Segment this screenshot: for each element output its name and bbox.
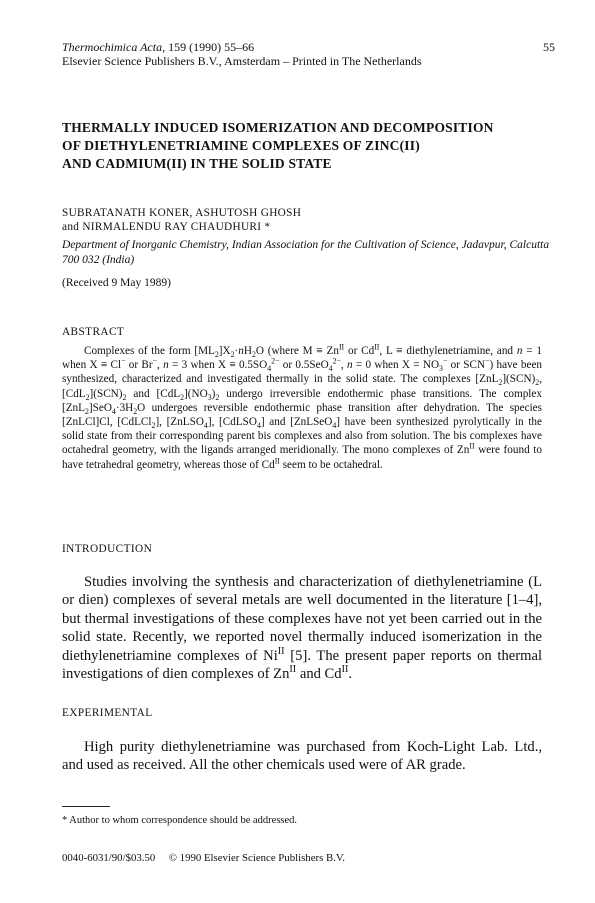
page-number: 55 — [543, 40, 555, 54]
paper-title — [62, 119, 552, 173]
footnote-divider — [62, 806, 110, 807]
publisher-line: Elsevier Science Publishers B.V., Amsterdam – Printed in The Netherlands — [62, 54, 422, 68]
title-line-3: AND CADMIUM(II) IN THE SOLID STATE — [62, 156, 332, 171]
experimental-body — [62, 738, 542, 775]
journal-header — [62, 40, 422, 68]
experimental-heading: EXPERIMENTAL — [62, 707, 153, 719]
title-line-1: THERMALLY INDUCED ISOMERIZATION AND DECOMPOSITION — [62, 120, 494, 135]
journal-name: Thermochimica Acta, — [62, 40, 166, 54]
authors-line-2: and NIRMALENDU RAY CHAUDHURI * — [62, 221, 271, 233]
title-line-2: OF DIETHYLENETRIAMINE COMPLEXES OF ZINC(II) — [62, 138, 420, 153]
copyright-line: 0040-6031/90/$03.50 © 1990 Elsevier Science Publishers B.V. — [62, 852, 346, 864]
author-list — [62, 206, 301, 234]
experimental-text: High purity diethylenetriamine was purchased from Koch-Light Lab. Ltd., and used as received. All the other chemicals used were of AR grade. — [62, 739, 542, 774]
authors-line-1: SUBRATANATH KONER, ASHUTOSH GHOSH — [62, 207, 302, 219]
journal-ref: 159 (1990) 55–66 — [165, 40, 255, 54]
abstract-body: Complexes of the form $[ML_2]X_2\cdot nH_2O$ (where $M \equiv Zn^{II}$ or $Cd^{II}$, L ≡ diethylenetriamine, and n = 1 when X ≡ Cl− or Br−, n = 3 when $X \equiv 0.5SO_4^{2-}$ or 0.5SeO$_4^{2-}$, n = 0 when $X = NO_3^-$ or SCN−) have been synthesized, characterized and investigated thermally in the solid state. The complexes $[ZnL_2](SCN)_2$, $[CdL_2](SCN)_2$ and $[CdL_2](NO_3)_2$ undergo irreversible endothermic phase transitions. The complex $[ZnL_2]SeO_4\cdot 3H_2O$ undergoes reversible endothermic phase transition after dehydration. The species [ZnLCl]Cl, [CdLCl$_2$], [ZnLSO$_4$], [CdLSO$_4$] and [ZnLSeO$_4$] have been synthesized pyrolytically in the solid state from their corresponding parent bis complexes and also from solution. The bis complexes have octahedral geometry, with the ligands arranged meridionally. The mono complexes of $Zn^{II}$ were found to have tetrahedral geometry, whereas those of $Cd^{II}$ seem to be octahedral. — [62, 342, 543, 471]
footnote: * Author to whom correspondence should be addressed. — [62, 815, 298, 826]
abstract-heading: ABSTRACT — [62, 326, 125, 338]
received-date: (Received 9 May 1989) — [62, 277, 171, 289]
introduction-heading: INTRODUCTION — [62, 543, 153, 555]
introduction-body: Studies involving the synthesis and characterization of diethylenetriamine (L or dien) complexes of several metals are well documented in the literature [1–4], but thermal investigations of these complexes have not yet been carried out in the solid state. Recently, we reported novel thermally induced isomerization in the diethylenetriamine complexes of $Ni^{II}$ [5]. The present paper reports on thermal investigations of dien complexes of $Zn^{II}$ and $Cd^{II}$. — [62, 574, 543, 683]
affiliation: Department of Inorganic Chemistry, Indian Association for the Cultivation of Science, Jadavpur, Calcutta 700 032 (India) — [62, 239, 550, 266]
